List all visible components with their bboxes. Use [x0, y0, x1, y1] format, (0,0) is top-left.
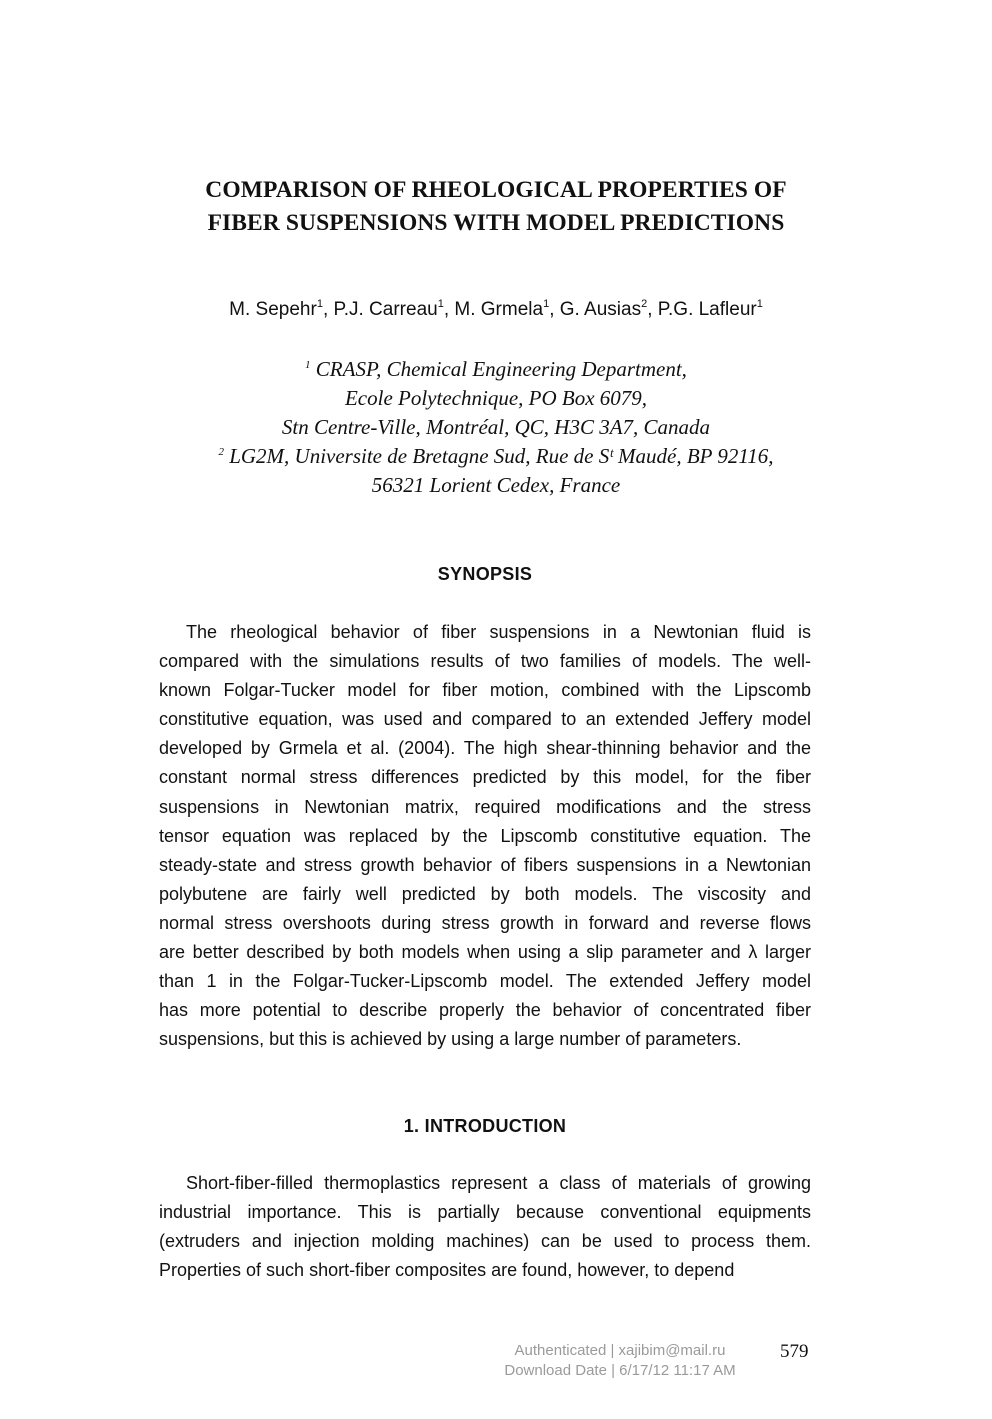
affiliation-line: $^2$ LG2M, Universite de Bretagne Sud, Rue de Sᵗ Maudé, BP 92116, [218, 444, 774, 468]
affiliation-line: 56321 Lorient Cedex, France [371, 473, 621, 497]
text-line: are better described by both models when using a slip parameter and λ larger [159, 942, 811, 963]
affiliation-line: $^1$ CRASP, Chemical Engineering Department, [305, 357, 687, 381]
synopsis-paragraph [159, 618, 811, 1054]
text-line: suspensions, but this is achieved by using a large number of parameters. [159, 1029, 742, 1050]
affiliation-line: Ecole Polytechnique, PO Box 6079, [344, 386, 648, 410]
author: P.J. Carreau$^1$, [333, 298, 455, 320]
text-line: steady-state and stress growth behavior of fibers suspensions in a Newtonian [159, 854, 811, 875]
author: M. Sepehr$^1$, [229, 298, 334, 320]
synopsis-heading: SYNOPSIS [437, 564, 533, 584]
author: G. Ausias$^2$, [559, 298, 658, 320]
author: P.G. Lafleur$^1$ [657, 298, 763, 320]
text-line: constitutive equation, was used and compared to an extended Jeffery model [159, 709, 811, 730]
text-line: tensor equation was replaced by the Lipscomb constitutive equation. The [159, 825, 811, 846]
text-line: constant normal stress differences predicted by this model, for the fiber [159, 767, 811, 788]
title-line: FIBER SUSPENSIONS WITH MODEL PREDICTIONS [207, 210, 785, 236]
watermark-line: Authenticated | xajibim@mail.ru [514, 1342, 726, 1359]
paper-title [120, 174, 872, 240]
page-number: 579 [780, 1341, 809, 1362]
text-line: suspensions in Newtonian matrix, required modifications and the stress [159, 796, 811, 817]
text-line: (extruders and injection molding machines) can be used to process them. [159, 1231, 811, 1252]
author-list [120, 296, 872, 324]
title-line: COMPARISON OF RHEOLOGICAL PROPERTIES OF [205, 177, 787, 203]
text-line: known Folgar-Tucker model for fiber motion, combined with the Lipscomb [159, 680, 811, 701]
text-line: Properties of such short-fiber composites are found, however, to depend [159, 1260, 735, 1281]
text-line: The rheological behavior of fiber suspensions in a Newtonian fluid is [159, 622, 811, 642]
text-line: compared with the simulations results of two families of models. The well- [159, 651, 811, 672]
text-line: normal stress overshoots during stress growth in forward and reverse flows [159, 912, 811, 933]
text-line: has more potential to describe properly the behavior of concentrated fiber [159, 1000, 811, 1021]
introduction-heading: 1. INTRODUCTION [403, 1116, 567, 1136]
text-line: than 1 in the Folgar-Tucker-Lipscomb model. The extended Jeffery model [159, 971, 811, 992]
introduction-paragraph [159, 1169, 811, 1285]
text-line: industrial importance. This is partially because conventional equipments [159, 1202, 811, 1223]
text-line: Short-fiber-filled thermoplastics represent a class of materials of growing [159, 1173, 811, 1193]
author: M. Grmela$^1$, [454, 298, 560, 320]
affiliations [120, 355, 872, 500]
affiliation-line: Stn Centre-Ville, Montréal, QC, H3C 3A7, Canada [281, 415, 711, 439]
watermark-line: Download Date | 6/17/12 11:17 AM [504, 1362, 736, 1379]
text-line: polybutene are fairly well predicted by both models. The viscosity and [159, 883, 811, 904]
text-line: developed by Grmela et al. (2004). The high shear-thinning behavior and the [159, 738, 811, 759]
download-watermark [470, 1341, 770, 1381]
